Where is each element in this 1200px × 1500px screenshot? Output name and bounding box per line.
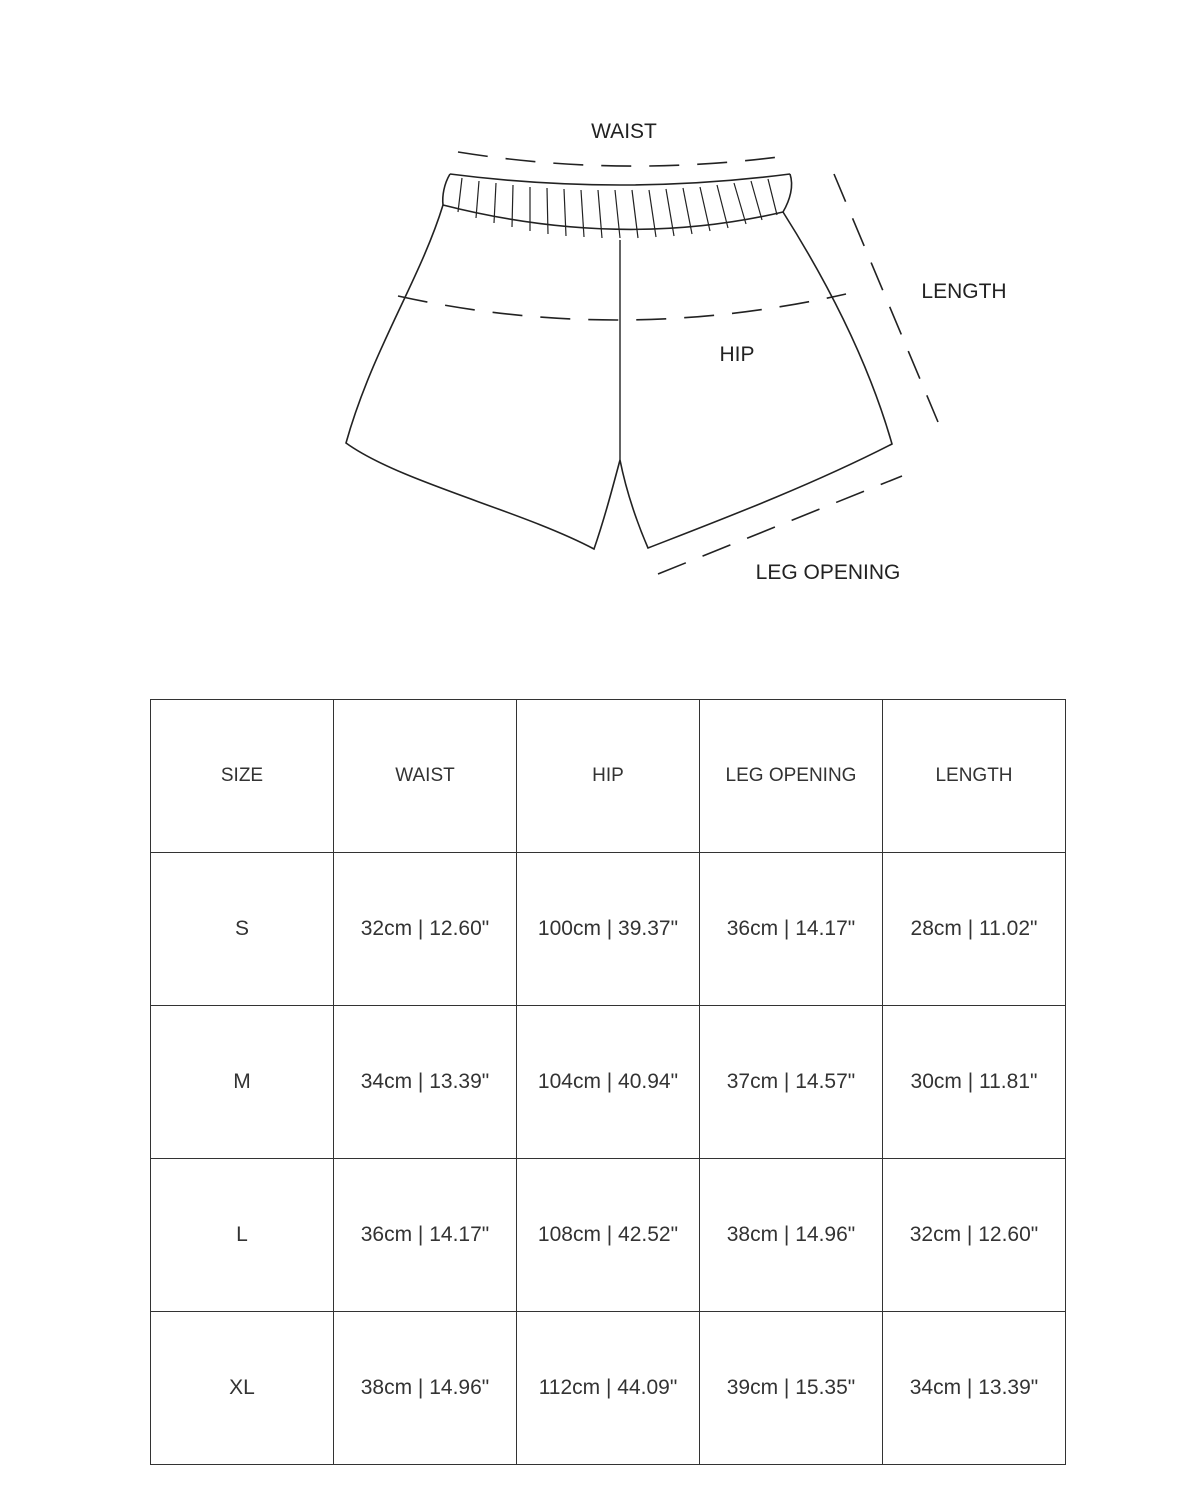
header-leg-opening: LEG OPENING — [700, 700, 883, 853]
leg-opening-measure-line — [658, 476, 902, 574]
size-cell: S — [151, 853, 334, 1006]
table-row — [151, 1312, 1066, 1465]
table-header-row — [151, 700, 1066, 853]
leg-opening-cell: 39cm | 15.35" — [700, 1312, 883, 1465]
table-row — [151, 1159, 1066, 1312]
hip-label: HIP — [719, 343, 755, 366]
waist-cell: 32cm | 12.60" — [334, 853, 517, 1006]
hip-measure-line — [398, 294, 846, 320]
length-cell: 32cm | 12.60" — [883, 1159, 1066, 1312]
header-hip: HIP — [517, 700, 700, 853]
leg-opening-cell: 38cm | 14.96" — [700, 1159, 883, 1312]
size-cell: XL — [151, 1312, 334, 1465]
hip-cell: 108cm | 42.52" — [517, 1159, 700, 1312]
shorts-diagram — [0, 0, 1200, 640]
hip-cell: 100cm | 39.37" — [517, 853, 700, 1006]
waist-label: WAIST — [591, 120, 657, 143]
size-cell: L — [151, 1159, 334, 1312]
size-chart-table — [150, 699, 1066, 1465]
length-cell: 28cm | 11.02" — [883, 853, 1066, 1006]
waist-cell: 36cm | 14.17" — [334, 1159, 517, 1312]
header-length: LENGTH — [883, 700, 1066, 853]
table-row — [151, 853, 1066, 1006]
header-waist: WAIST — [334, 700, 517, 853]
header-size: SIZE — [151, 700, 334, 853]
size-cell: M — [151, 1006, 334, 1159]
leg-opening-label: LEG OPENING — [755, 561, 901, 584]
waist-cell: 38cm | 14.96" — [334, 1312, 517, 1465]
shorts-outline — [346, 205, 892, 549]
waist-measure-line — [458, 152, 786, 166]
length-cell: 30cm | 11.81" — [883, 1006, 1066, 1159]
length-cell: 34cm | 13.39" — [883, 1312, 1066, 1465]
leg-opening-cell: 37cm | 14.57" — [700, 1006, 883, 1159]
length-label: LENGTH — [921, 280, 1007, 303]
hip-cell: 104cm | 40.94" — [517, 1006, 700, 1159]
hip-cell: 112cm | 44.09" — [517, 1312, 700, 1465]
waist-cell: 34cm | 13.39" — [334, 1006, 517, 1159]
table-row — [151, 1006, 1066, 1159]
leg-opening-cell: 36cm | 14.17" — [700, 853, 883, 1006]
